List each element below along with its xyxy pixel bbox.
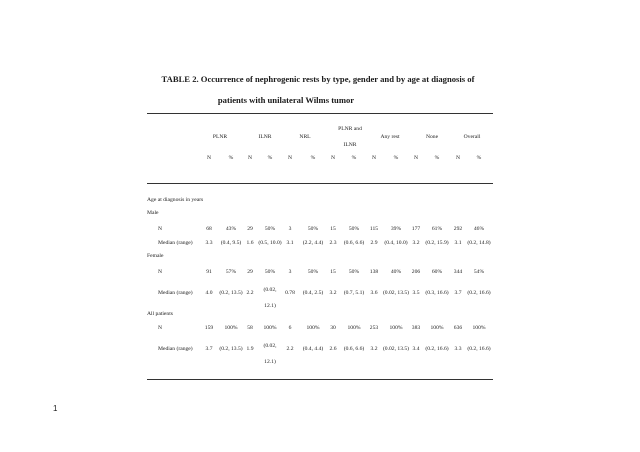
- table-cell: 3.4: [412, 346, 420, 352]
- table-cell: (0.2, 13.5): [219, 290, 243, 296]
- table-cell: 100%: [224, 325, 238, 331]
- table-cell: 2.9: [370, 240, 378, 246]
- group-label: All patients: [147, 311, 173, 317]
- table-cell: 58: [247, 325, 253, 331]
- column-group-header: ILNR: [343, 142, 357, 148]
- table-cell: (0.3, 16.6): [425, 290, 449, 296]
- table-cell: 3.1: [454, 240, 462, 246]
- table-cell: (0.4, 9.5): [220, 240, 242, 246]
- table-cell: 30: [330, 325, 336, 331]
- table-cell: 2.2: [246, 290, 254, 296]
- table-cell: 177: [411, 226, 421, 232]
- table-cell: 206: [411, 269, 421, 275]
- table-cell: 50%: [348, 226, 360, 232]
- table-cell: 50%: [264, 269, 276, 275]
- table-cell: 6: [288, 325, 292, 331]
- table-cell: 100%: [263, 325, 277, 331]
- table-cell: (2.2, 4.4): [302, 240, 324, 246]
- table-cell: 3.5: [412, 290, 420, 296]
- section-title: Age at diagnosis in years: [147, 197, 204, 203]
- table-cell: 57%: [225, 269, 237, 275]
- table-cell: 344: [453, 269, 463, 275]
- table-cell: (0.02, 13.5): [382, 290, 410, 296]
- table-cell: (0.2, 16.6): [425, 346, 449, 352]
- column-subheader: N: [287, 155, 293, 161]
- table-cell: 2.3: [329, 240, 337, 246]
- table-cell: 50%: [307, 269, 319, 275]
- table-cell: (0.6, 6.6): [343, 240, 365, 246]
- column-subheader: N: [330, 155, 336, 161]
- column-group-header: Any rest: [380, 134, 400, 140]
- table-cell: 3: [288, 269, 292, 275]
- table-cell: 3.2: [412, 240, 420, 246]
- table-cell: 54%: [473, 269, 485, 275]
- table-title-line-1: TABLE 2. Occurrence of nephrogenic rests by type, gender and by age at diagnosis of: [161, 74, 475, 84]
- column-subheader: %: [267, 155, 273, 161]
- table-cell: 4.0: [205, 290, 213, 296]
- row-label: N: [158, 269, 163, 275]
- column-subheader: N: [413, 155, 419, 161]
- table-cell: (0.5, 10.0): [258, 240, 282, 246]
- table-cell: (0.02, 12.1): [263, 343, 277, 365]
- row-label: N: [158, 325, 163, 331]
- table-cell: 100%: [347, 325, 361, 331]
- table-cell: 61%: [431, 226, 443, 232]
- table-cell: 3.3: [205, 240, 213, 246]
- table-cell: 40%: [390, 269, 402, 275]
- table-cell: 60%: [431, 269, 443, 275]
- table-cell: 2.2: [286, 346, 294, 352]
- row-label: Median (range): [158, 290, 193, 296]
- table-cell: (0.2, 16.6): [467, 290, 491, 296]
- table-cell: 29: [247, 269, 253, 275]
- table-cell: 3.6: [370, 290, 378, 296]
- table-cell: 50%: [264, 226, 276, 232]
- table-cell: 3.2: [370, 346, 378, 352]
- column-group-header: ILNR: [258, 134, 272, 140]
- table-cell: 159: [204, 325, 214, 331]
- group-label: Female: [147, 253, 164, 259]
- table-cell: 100%: [472, 325, 486, 331]
- column-subheader: %: [351, 155, 357, 161]
- column-subheader: %: [310, 155, 316, 161]
- table-cell: (0.4, 2.5): [302, 290, 324, 296]
- row-label: Median (range): [158, 240, 193, 246]
- table-cell: 383: [411, 325, 421, 331]
- row-label: Median (range): [158, 346, 193, 352]
- table-cell: 115: [369, 226, 379, 232]
- table-cell: 100%: [306, 325, 320, 331]
- table-cell: (0.4, 10.0): [384, 240, 408, 246]
- table-cell: 3.7: [454, 290, 462, 296]
- table-cell: 15: [330, 226, 336, 232]
- column-group-header: PLNR: [212, 134, 228, 140]
- table-cell: 43%: [225, 226, 237, 232]
- table-cell: 100%: [430, 325, 444, 331]
- table-cell: 100%: [389, 325, 403, 331]
- bottom-rule: [147, 379, 493, 380]
- table-cell: 29: [247, 226, 253, 232]
- column-subheader: N: [455, 155, 461, 161]
- table-cell: (0.2, 14.8): [467, 240, 491, 246]
- table-cell: (0.4, 4.4): [302, 346, 324, 352]
- table-cell: (0.2, 15.9): [425, 240, 449, 246]
- table-cell: (0.02, 12.1): [263, 287, 277, 309]
- table-cell: 50%: [348, 269, 360, 275]
- table-cell: (0.2, 13.5): [219, 346, 243, 352]
- column-subheader: %: [228, 155, 234, 161]
- table-cell: 91: [206, 269, 212, 275]
- table-cell: 1.6: [246, 240, 254, 246]
- table-cell: 636: [453, 325, 463, 331]
- table-cell: 3.3: [454, 346, 462, 352]
- table-cell: 0.78: [285, 290, 295, 296]
- header-rule: [147, 183, 493, 184]
- column-subheader: %: [393, 155, 399, 161]
- table-cell: 50%: [307, 226, 319, 232]
- column-group-header: Overall: [463, 134, 481, 140]
- column-subheader: N: [206, 155, 212, 161]
- column-subheader: N: [371, 155, 377, 161]
- table-cell: 68: [206, 226, 212, 232]
- table-cell: (0.02, 13.5): [382, 346, 410, 352]
- table-cell: 46%: [473, 226, 485, 232]
- table-title-line-2: patients with unilateral Wilms tumor: [217, 95, 355, 105]
- table-cell: (0.7, 5.1): [343, 290, 365, 296]
- table-cell: 3: [288, 226, 292, 232]
- group-label: Male: [147, 210, 159, 216]
- table-cell: 138: [369, 269, 379, 275]
- row-label: N: [158, 226, 163, 232]
- table-cell: 3.2: [329, 290, 337, 296]
- table-cell: 3.1: [286, 240, 294, 246]
- column-subheader: %: [434, 155, 440, 161]
- column-group-header: None: [425, 134, 439, 140]
- table-cell: 1.9: [246, 346, 254, 352]
- column-group-header: PLNR and: [338, 126, 362, 132]
- table-cell: 2.6: [329, 346, 337, 352]
- table-cell: 15: [330, 269, 336, 275]
- page-number: 1: [53, 404, 58, 413]
- table-cell: (0.6, 6.6): [343, 346, 365, 352]
- table-cell: 3.7: [205, 346, 213, 352]
- top-rule: [147, 113, 493, 114]
- table-cell: 253: [369, 325, 379, 331]
- table-cell: 39%: [390, 226, 402, 232]
- column-subheader: N: [247, 155, 253, 161]
- table-cell: (0.2, 16.6): [467, 346, 491, 352]
- column-group-header: NRL: [299, 134, 311, 140]
- column-subheader: %: [476, 155, 482, 161]
- table-cell: 292: [453, 226, 463, 232]
